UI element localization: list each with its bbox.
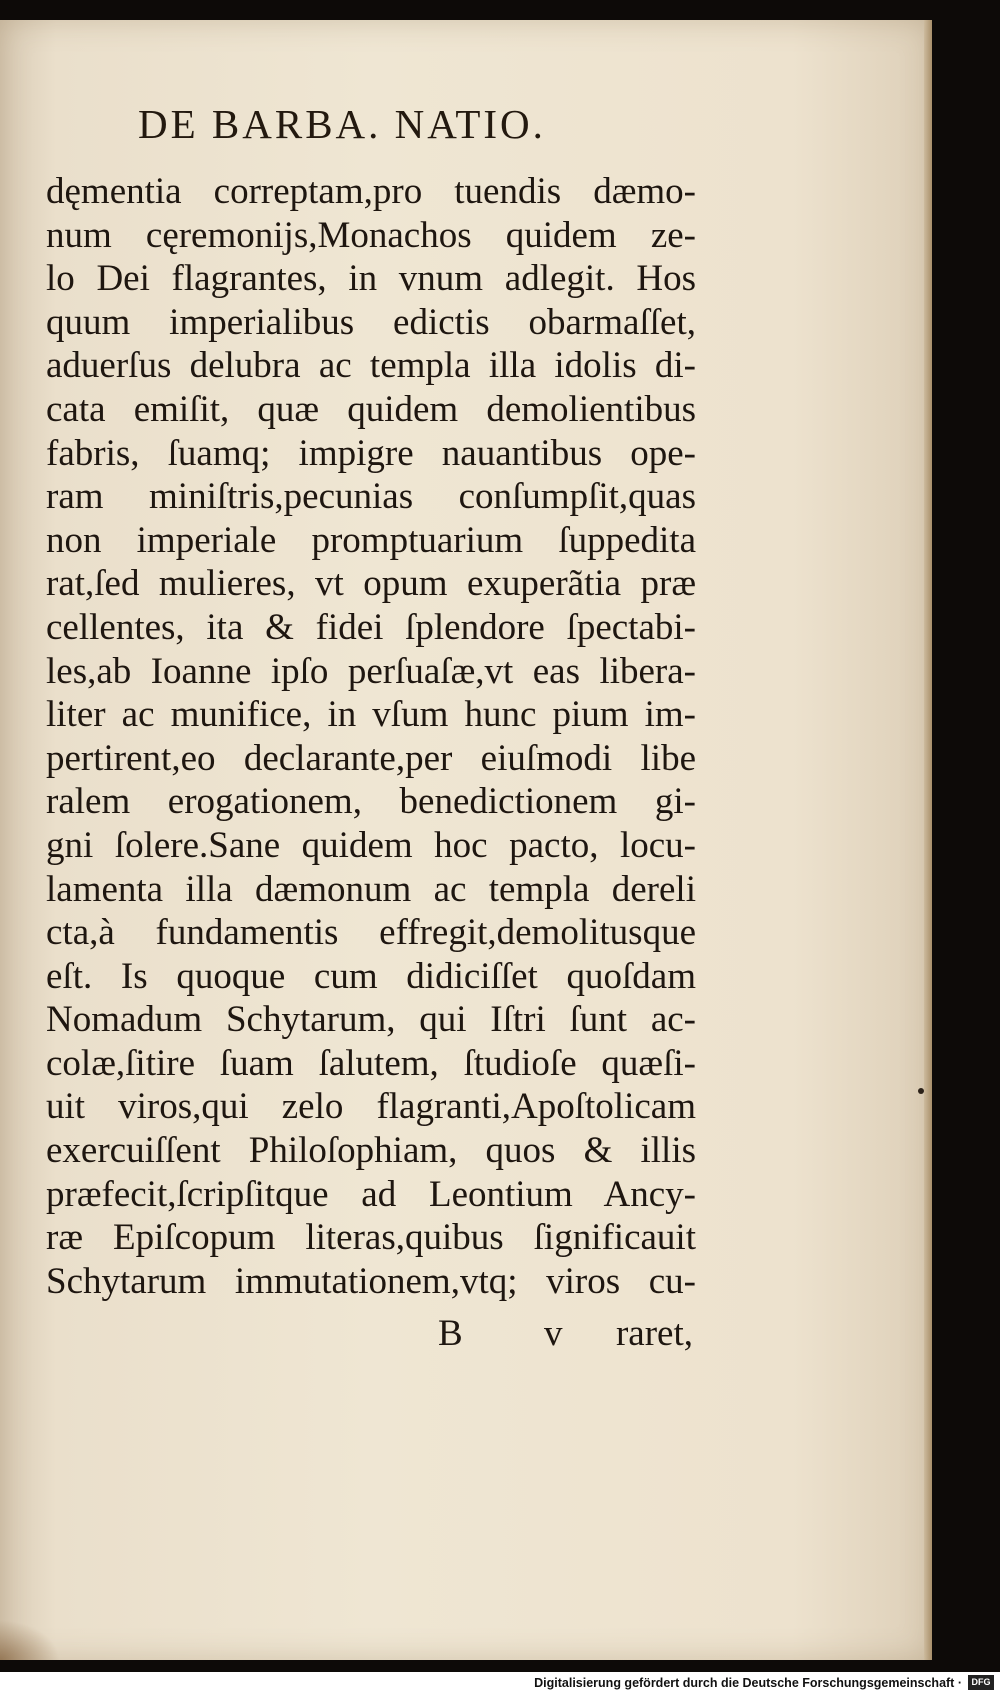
text-line: num cęremonijs,Monachos quidem ze- (46, 214, 696, 256)
text-line: les,ab Ioanne ipſo perſuaſæ,vt eas libera- (46, 650, 696, 692)
text-line: uit viros,qui zelo flagranti,Apoſtolicam (46, 1086, 696, 1128)
text-line: cata emiſit, quæ quidem demolientibus (46, 388, 696, 430)
text-line: cellentes, ita & fidei ſplendore ſpectabi- (46, 606, 696, 648)
text-line: cta,à fundamentis effregit,demolitusque (46, 912, 696, 954)
text-line: Nomadum Schytarum, qui Iſtri ſunt ac- (46, 999, 696, 1041)
page-edge (924, 20, 932, 1660)
text-line: colæ,ſitire ſuam ſalutem, ſtudioſe quæſi- (46, 1042, 696, 1084)
body-text (46, 170, 696, 1303)
signature-mark: B (438, 1313, 463, 1354)
dfg-logo-icon: DFG (968, 1675, 994, 1690)
text-line: pertirent,eo declarante,per eiuſmodi libe (46, 737, 696, 779)
text-line: Schytarum immutationem,vtq; viros cu- (46, 1260, 696, 1302)
text-line: liter ac munifice, in vſum hunc pium im- (46, 694, 696, 736)
catchword: raret, (615, 1313, 693, 1354)
text-line: aduerſus delubra ac templa illa idolis di- (46, 345, 696, 387)
text-line: ram miniſtris,pecunias conſumpſit,quas (46, 476, 696, 518)
text-line: quum imperialibus edictis obarmaſſet, (46, 301, 696, 343)
text-line: lamenta illa dæmonum ac templa dereli (46, 868, 696, 910)
text-line: gni ſolere.Sane quidem hoc pacto, locu- (46, 824, 696, 866)
text-line: ræ Epiſcopum literas,quibus ſignificauit (46, 1217, 696, 1259)
text-line: rat,ſed mulieres, vt opum exuperãtia præ (46, 563, 696, 605)
text-line: eſt. Is quoque cum didiciſſet quoſdam (46, 955, 696, 997)
text-line: lo Dei flagrantes, in vnum adlegit. Hos (46, 258, 696, 300)
text-line: non imperiale promptuarium ſuppedita (46, 519, 696, 561)
running-head: DE BARBA. NATIO. (138, 101, 546, 147)
page-stain (0, 1620, 60, 1660)
folio-number: v (544, 1313, 563, 1354)
text-line: præfecit,ſcripſitque ad Leontium Ancy- (46, 1173, 696, 1215)
text-line: exercuiſſent Philoſophiam, quos & illis (46, 1130, 696, 1172)
text-line: fabris, ſuamq; impigre nauantibus ope- (46, 432, 696, 474)
margin-mark (918, 1088, 924, 1094)
funding-credit: Digitalisierung gefördert durch die Deutsche Forschungsgemeinschaft · (534, 1676, 962, 1690)
text-line: ralem erogationem, benedictionem gi- (46, 781, 696, 823)
text-line: dęmentia correptam,pro tuendis dæmo- (46, 171, 696, 212)
digitization-footer (0, 1672, 1000, 1694)
